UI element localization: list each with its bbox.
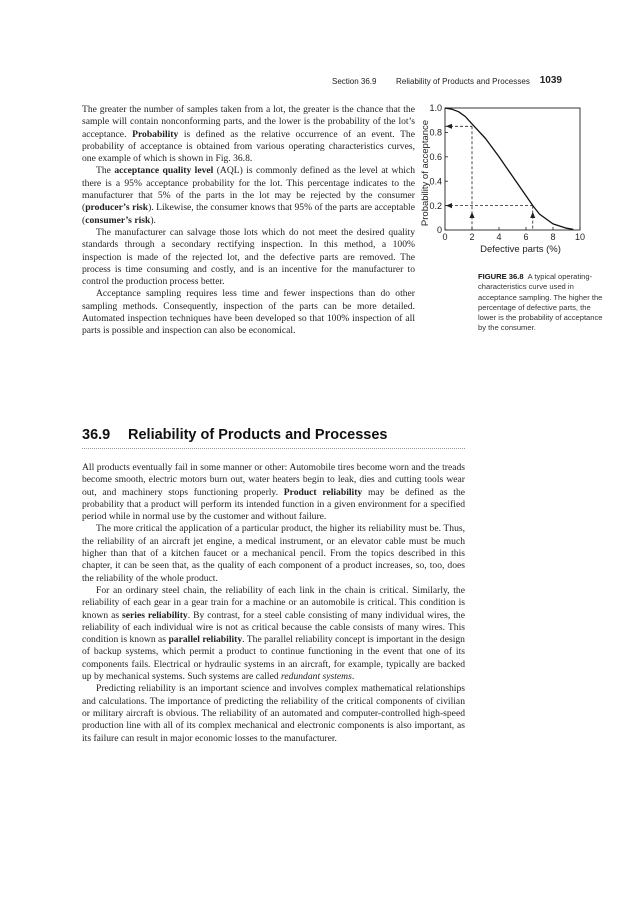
text-run: .	[351, 671, 355, 683]
x-tick-label: 10	[574, 232, 586, 242]
intro-text-column	[82, 104, 415, 338]
y-tick-label: 0.4	[429, 176, 442, 187]
paragraph	[82, 585, 465, 683]
reference-arrow-up	[530, 212, 535, 218]
text-run: Acceptance sampling requires less time and fewer inspections than do other sampling methods. Consequently, inspection of the parts can be more detailed. Automated inspection techniques have been developed so that 100% inspection of all parts is possible and inspection can also be economical.	[82, 288, 415, 337]
reference-arrow-left	[446, 124, 452, 129]
bold-term: consumer’s risk	[85, 214, 151, 226]
x-tick-label: 0	[442, 232, 448, 242]
text-run: The greater the number of samples taken from a lot, the greater is the chance that the sample will contain nonconforming parts, and the lower is the probability of the lot’s acceptance.	[82, 104, 415, 140]
text-run: Predicting reliability is an important science and involves complex mathematical relationships and calculations. The importance of predicting the reliability of the critical components of civilian or military aircraft is obvious. The reliability of an automated and computer-controlled high-speed production line with all of its complex mechanical and electronic components is also important, as its failure can result in major economic losses to the manufacturer.	[82, 683, 465, 744]
x-tick-label: 4	[496, 232, 502, 242]
x-tick-label: 2	[469, 232, 475, 242]
text-run: The manufacturer can salvage those lots which do not meet the desired quality standards through a secondary rectifying inspection. In this method, a 100% inspection is made of the rejected lot, and the defective parts are removed. The process is time consuming and costly, and is an incentive for the manufacturer to control the production process better.	[82, 226, 415, 288]
y-tick-label: 0.8	[429, 127, 442, 138]
oc-chart	[418, 100, 604, 270]
paragraph	[82, 462, 465, 523]
x-tick-label: 8	[550, 232, 556, 242]
y-tick-label: 0.2	[429, 200, 442, 211]
text-run: For an ordinary steel chain, the reliability of each link in the chain is critical. Similarly, the reliability of each gear in a gear train for a machine or an automobile is critical. This condition is known as	[82, 584, 465, 621]
y-axis-label: Probability of acceptance	[420, 119, 431, 227]
y-tick-label: 0	[436, 225, 442, 236]
bold-term: producer’s risk	[85, 202, 149, 214]
section-text-column	[82, 462, 465, 745]
paragraph	[82, 227, 415, 288]
text-run: is defined as the relative occurrence of an event. The probability of acceptance is obtained from various operating characteristics curves, one example of which is shown in Fig. 36.8.	[82, 128, 415, 165]
page-number: 1039	[539, 75, 562, 86]
text-run: . The parallel reliability concept is important in the design of backup systems, which permit a product to continue functioning in the event that one of its components fails. Electrical or hydraulic systems in an aircraft, for example, typically are backed up by mechanical systems. Such systems are called	[82, 634, 465, 683]
text-run: (AQL) is commonly defined as the level at which there is a 95% acceptance probability for the lot. This percentage indicates to the manufacturer that 5% of the parts in the lot may be rejected by the consumer (	[82, 165, 415, 214]
text-run: All products eventually fail in some manner or other: Automobile tires become worn and the treads become smooth, electric motors burn out, water heaters begin to leak, dies and cutting tools wear out, and machinery stops functioning properly.	[82, 462, 465, 498]
bold-term: Product reliability	[283, 486, 363, 498]
x-tick-label: 6	[523, 232, 529, 242]
text-run: ).	[150, 214, 156, 226]
text-run: ). Likewise, the consumer knows that 95% of the parts are acceptable (	[82, 202, 415, 226]
figure-caption-text: A typical operating-characteristics curve used in acceptance sampling. The higher the percentage of defective parts, the lower is the probability of acceptance by the consumer.	[478, 272, 603, 333]
y-tick-label: 1.0	[429, 103, 442, 114]
reference-arrow-left	[446, 203, 452, 208]
bold-term: series reliability	[122, 609, 188, 621]
text-run: The	[96, 165, 115, 177]
paragraph	[82, 523, 465, 584]
x-axis-label: Defective parts (%)	[480, 244, 561, 255]
figure-caption	[478, 272, 606, 334]
running-head	[300, 76, 562, 88]
section-heading	[82, 427, 465, 449]
text-run: may be defined as the probability that a product will perform its intended function in a given environment for a specified period while in normal use by the customer and without failure.	[82, 486, 466, 523]
running-head-section: Section 36.9	[332, 77, 377, 86]
text-run: . By contrast, for a steel cable consisting of many individual wires, the reliability of each individual wire is not as critical because the cable consists of many wires. This condition is known as	[82, 609, 465, 646]
section-title: Reliability of Products and Processes	[128, 427, 388, 443]
paragraph	[82, 683, 465, 744]
paragraph	[82, 288, 415, 337]
oc-curve-line	[445, 108, 573, 229]
y-tick-label: 0.6	[429, 152, 442, 162]
reference-arrow-up	[469, 212, 474, 218]
running-head-title: Reliability of Products and Processes	[396, 77, 530, 86]
figure-label: FIGURE 36.8	[478, 272, 524, 281]
paragraph	[82, 104, 415, 165]
italic-term: redundant systems	[281, 671, 352, 683]
figure-36-8	[418, 100, 604, 270]
bold-term: parallel reliability	[168, 634, 243, 646]
paragraph	[82, 165, 415, 226]
bold-term: acceptance quality level	[114, 165, 214, 177]
section-number: 36.9	[82, 427, 111, 443]
text-run: The more critical the application of a particular product, the higher its reliability must be. Thus, the reliability of an aircraft jet engine, a medical instrument, or an elevator cable must be much higher than that of a kitchen faucet or a mechanical pencil. From the topics described in this chapter, it can be seen that, as the quality of each component of a product increases, so, too, does the reliability of the whole product.	[82, 523, 465, 584]
bold-term: Probability	[132, 128, 179, 140]
